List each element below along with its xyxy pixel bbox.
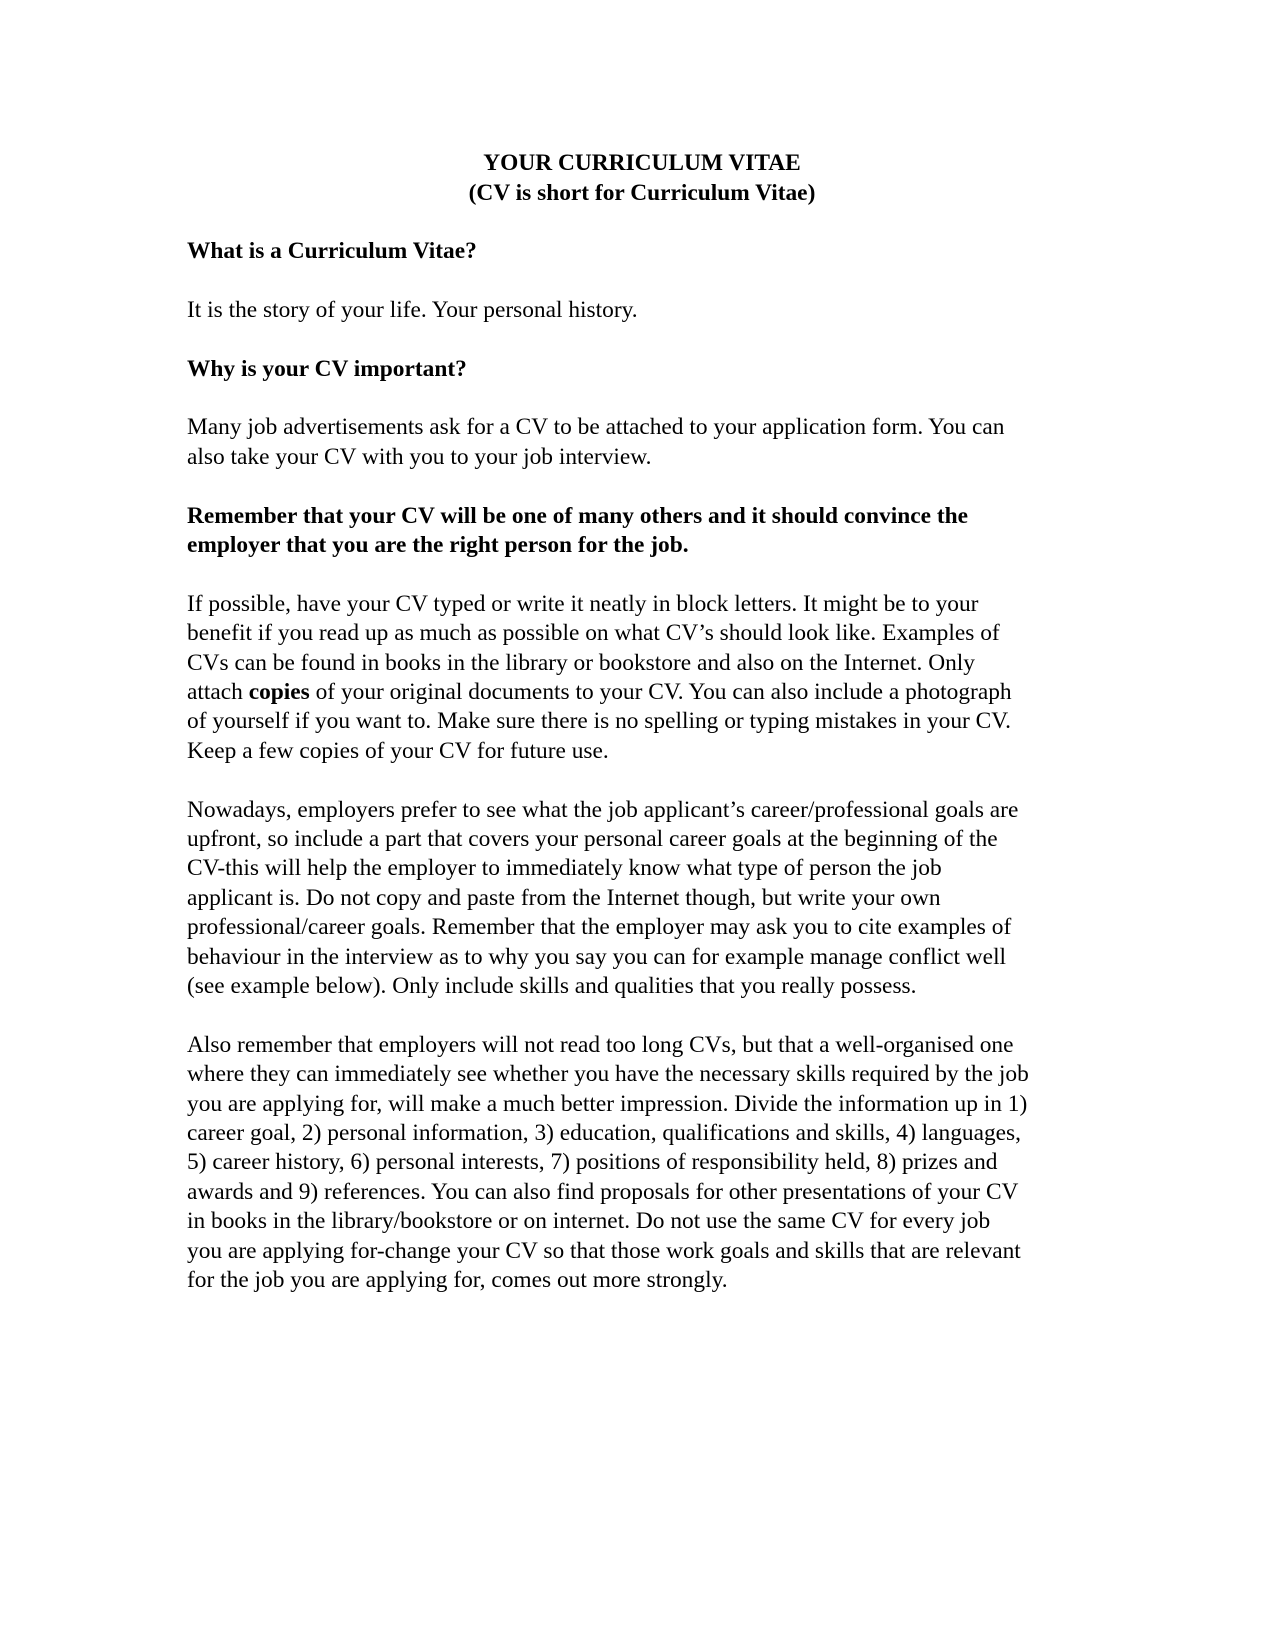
paragraph-if-possible xyxy=(187,590,1087,766)
text-line: If possible, have your CV typed or write it neatly in block letters. It might be to your xyxy=(187,590,979,617)
text-line: you are applying for-change your CV so that those work goals and skills that are relevant xyxy=(187,1237,1021,1264)
text-line: also take your CV with you to your job interview. xyxy=(187,443,652,470)
text-line: applicant is. Do not copy and paste from the Internet though, but write your own xyxy=(187,884,941,911)
text-line: you are applying for, will make a much better impression. Divide the information up in 1) xyxy=(187,1090,1028,1117)
section-heading-why-important: Why is your CV important? xyxy=(187,355,467,382)
text-line: employer that you are the right person for the job. xyxy=(187,532,689,558)
text-line: Also remember that employers will not read too long CVs, but that a well-organised one xyxy=(187,1031,1014,1058)
text-line: benefit if you read up as much as possible on what CV’s should look like. Examples of xyxy=(187,620,1000,647)
bold-word-copies: copies xyxy=(248,679,310,706)
document-subtitle: (CV is short for Curriculum Vitae) xyxy=(468,180,816,206)
document-title: YOUR CURRICULUM VITAE xyxy=(483,150,801,176)
text-line: CVs can be found in books in the library or bookstore and also on the Internet. Only xyxy=(187,649,975,676)
paragraph-also-remember xyxy=(187,1031,1087,1296)
text-line: where they can immediately see whether you have the necessary skills required by the job xyxy=(187,1061,1029,1088)
text-line: awards and 9) references. You can also find proposals for other presentations of your CV xyxy=(187,1178,1019,1205)
section-heading-what-is-cv: What is a Curriculum Vitae? xyxy=(187,238,477,264)
text-line: Nowadays, employers prefer to see what the job applicant’s career/professional goals are xyxy=(187,796,1019,823)
paragraph-remember-emphasis xyxy=(187,502,1087,561)
text-line: (see example below). Only include skills and qualities that you really possess. xyxy=(187,973,917,1000)
text-line: Keep a few copies of your CV for future use. xyxy=(187,737,609,764)
text-line: in books in the library/bookstore or on internet. Do not use the same CV for every job xyxy=(187,1208,991,1235)
text-line: CV-this will help the employer to immediately know what type of person the job xyxy=(187,855,942,882)
paragraph-what-is-cv: It is the story of your life. Your personal history. xyxy=(187,296,638,323)
text-line: of yourself if you want to. Make sure there is no spelling or typing mistakes in your CV. xyxy=(187,708,1011,735)
title-block xyxy=(187,148,1087,208)
paragraph-why-important xyxy=(187,413,1087,472)
text-line: Remember that your CV will be one of many others and it should convince the xyxy=(187,502,968,529)
document-content xyxy=(187,148,1087,1325)
text-line: career goal, 2) personal information, 3) education, qualifications and skills, 4) languages, xyxy=(187,1120,1021,1147)
text-line: Many job advertisements ask for a CV to be attached to your application form. You can xyxy=(187,414,1005,441)
text-line: professional/career goals. Remember that the employer may ask you to cite examples of xyxy=(187,914,1012,941)
text-segment: of your original documents to your CV. You can also include a photograph xyxy=(309,679,1012,706)
paragraph-nowadays xyxy=(187,796,1087,1002)
text-segment: attach xyxy=(187,679,249,706)
text-line: for the job you are applying for, comes out more strongly. xyxy=(187,1267,728,1294)
text-line: 5) career history, 6) personal interests, 7) positions of responsibility held, 8) prizes and xyxy=(187,1149,998,1176)
text-line xyxy=(187,678,1087,707)
text-line: behaviour in the interview as to why you say you can for example manage conflict well xyxy=(187,943,1007,970)
text-line: upfront, so include a part that covers your personal career goals at the beginning of the xyxy=(187,826,998,853)
